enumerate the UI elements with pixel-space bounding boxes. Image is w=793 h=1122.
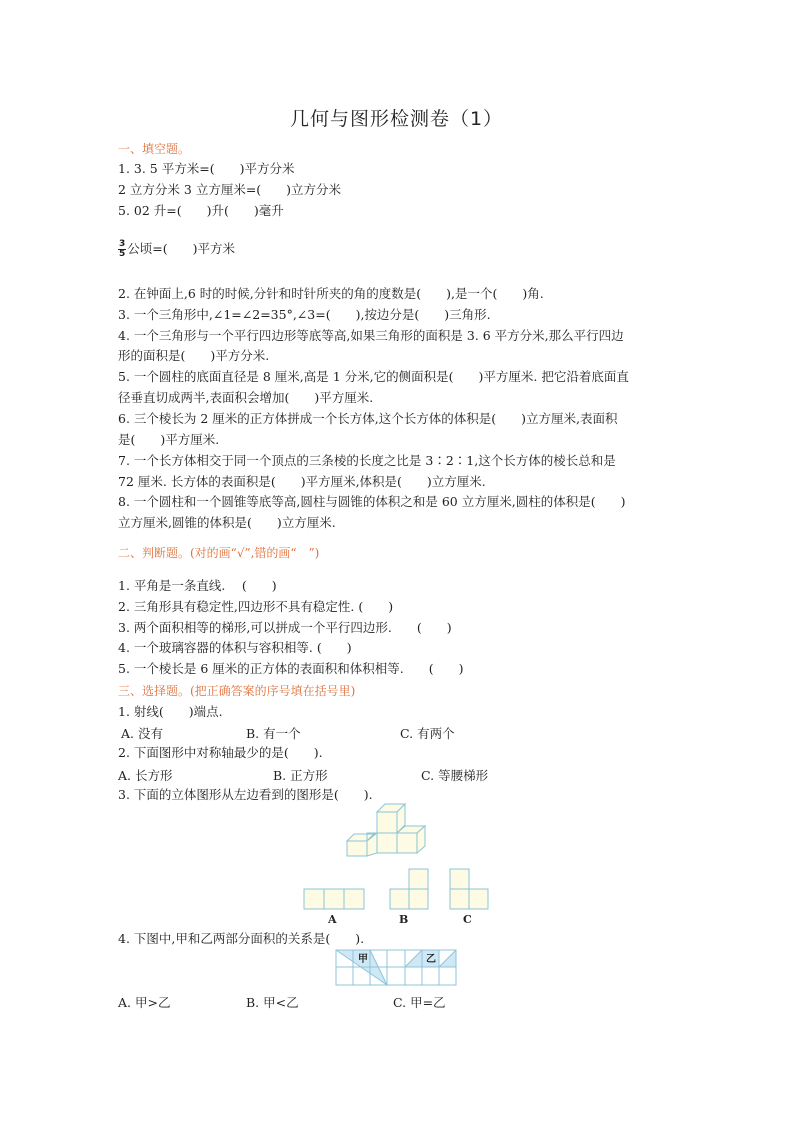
choice-4-option-a: A. 甲>乙 xyxy=(118,995,171,1010)
choice-4-option-b: B. 甲<乙 xyxy=(246,995,299,1010)
question-6-line-2: 是( )平方厘米. xyxy=(118,432,220,447)
choice-1-option-b: B. 有一个 xyxy=(246,726,301,741)
question-4-line-1: 4. 一个三角形与一个平行四边形等底等高,如果三角形的面积是 3. 6 平方分米,那么平行四边 xyxy=(118,328,624,343)
choice-question-2: 2. 下面图形中对称轴最少的是( ). xyxy=(118,745,323,760)
section-heading-fill-in: 一、填空题。 xyxy=(118,142,191,156)
question-2: 2. 在钟面上,6 时的时候,分针和时针所夹的角的度数是( ),是一个( )角. xyxy=(118,286,544,301)
choice-4-option-c: C. 甲=乙 xyxy=(393,995,446,1010)
question-4-line-2: 形的面积是( )平方分米. xyxy=(118,348,270,363)
section-heading-true-false: 二、判断题。(对的画“√”,错的画“ ”) xyxy=(118,546,320,560)
view-option-a xyxy=(304,889,364,909)
question-7-line-2: 72 厘米. 长方体的表面积是( )平方厘米,体积是( )立方厘米. xyxy=(118,474,486,489)
question-1-line-2: 2 立方分米 3 立方厘米=( )立方分米 xyxy=(118,182,342,197)
region-label-yi: 乙 xyxy=(426,954,436,965)
fraction-denominator: 5 xyxy=(119,249,126,259)
judge-item-3: 3. 两个面积相等的梯形,可以拼成一个平行四边形. ( ) xyxy=(118,620,452,635)
region-label-jia: 甲 xyxy=(358,954,368,965)
question-8-line-2: 立方厘米,圆锥的体积是( )立方厘米. xyxy=(118,515,336,530)
choice-2-option-c: C. 等腰梯形 xyxy=(421,768,489,783)
page-title: 几何与图形检测卷（1） xyxy=(289,108,504,130)
choice-question-3: 3. 下面的立体图形从左边看到的图形是( ). xyxy=(118,787,373,802)
section-heading-multiple-choice: 三、选择题。(把正确答案的序号填在括号里) xyxy=(118,684,356,698)
question-1-line-3: 5. 02 升=( )升( )毫升 xyxy=(118,203,284,218)
question-1-line-1: 1. 3. 5 平方米=( )平方分米 xyxy=(118,161,295,176)
question-5-line-2: 径垂直切成两半,表面积会增加( )平方厘米. xyxy=(118,390,374,405)
question-6-line-1: 6. 三个棱长为 2 厘米的正方体拼成一个长方体,这个长方体的体积是( )立方厘米,表面积 xyxy=(118,411,618,426)
choice-1-option-a: A. 没有 xyxy=(121,726,163,741)
judge-item-2: 2. 三角形具有稳定性,四边形不具有稳定性. ( ) xyxy=(118,599,394,614)
fraction-numerator: 3 xyxy=(119,239,126,249)
question-3: 3. 一个三角形中,∠1=∠2=35°,∠3=( ),按边分是( )三角形. xyxy=(118,307,491,322)
question-7-line-1: 7. 一个长方体相交于同一个顶点的三条棱的长度之比是 3∶2∶1,这个长方体的棱长总和是 xyxy=(118,453,616,468)
choice-question-1: 1. 射线( )端点. xyxy=(118,704,223,719)
view-label-b: B xyxy=(399,913,409,926)
fraction xyxy=(118,240,126,259)
view-option-b xyxy=(390,869,428,909)
area-grid-figure xyxy=(335,949,461,989)
view-label-a: A xyxy=(328,913,337,926)
view-label-c: C xyxy=(463,913,472,926)
question-5-line-1: 5. 一个圆柱的底面直径是 8 厘米,高是 1 分米,它的侧面积是( )平方厘米. 把它沿着底面直 xyxy=(118,369,629,384)
judge-item-4: 4. 一个玻璃容器的体积与容积相等. ( ) xyxy=(118,640,352,655)
cube-stack-figure xyxy=(340,800,430,860)
judge-item-1: 1. 平角是一条直线. ( ) xyxy=(118,578,277,593)
view-option-c xyxy=(450,869,488,909)
question-1-line-4 xyxy=(118,240,235,259)
question-1-line-4-text: 公顷=( )平方米 xyxy=(127,241,235,256)
choice-question-4: 4. 下图中,甲和乙两部分面积的关系是( ). xyxy=(118,931,365,946)
choice-2-option-a: A. 长方形 xyxy=(118,768,173,783)
question-8-line-1: 8. 一个圆柱和一个圆锥等底等高,圆柱与圆锥的体积之和是 60 立方厘米,圆柱的体积是( ) xyxy=(118,494,626,509)
judge-item-5: 5. 一个棱长是 6 厘米的正方体的表面积和体积相等. ( ) xyxy=(118,661,464,676)
choice-2-option-b: B. 正方形 xyxy=(273,768,328,783)
choice-1-option-c: C. 有两个 xyxy=(400,726,455,741)
